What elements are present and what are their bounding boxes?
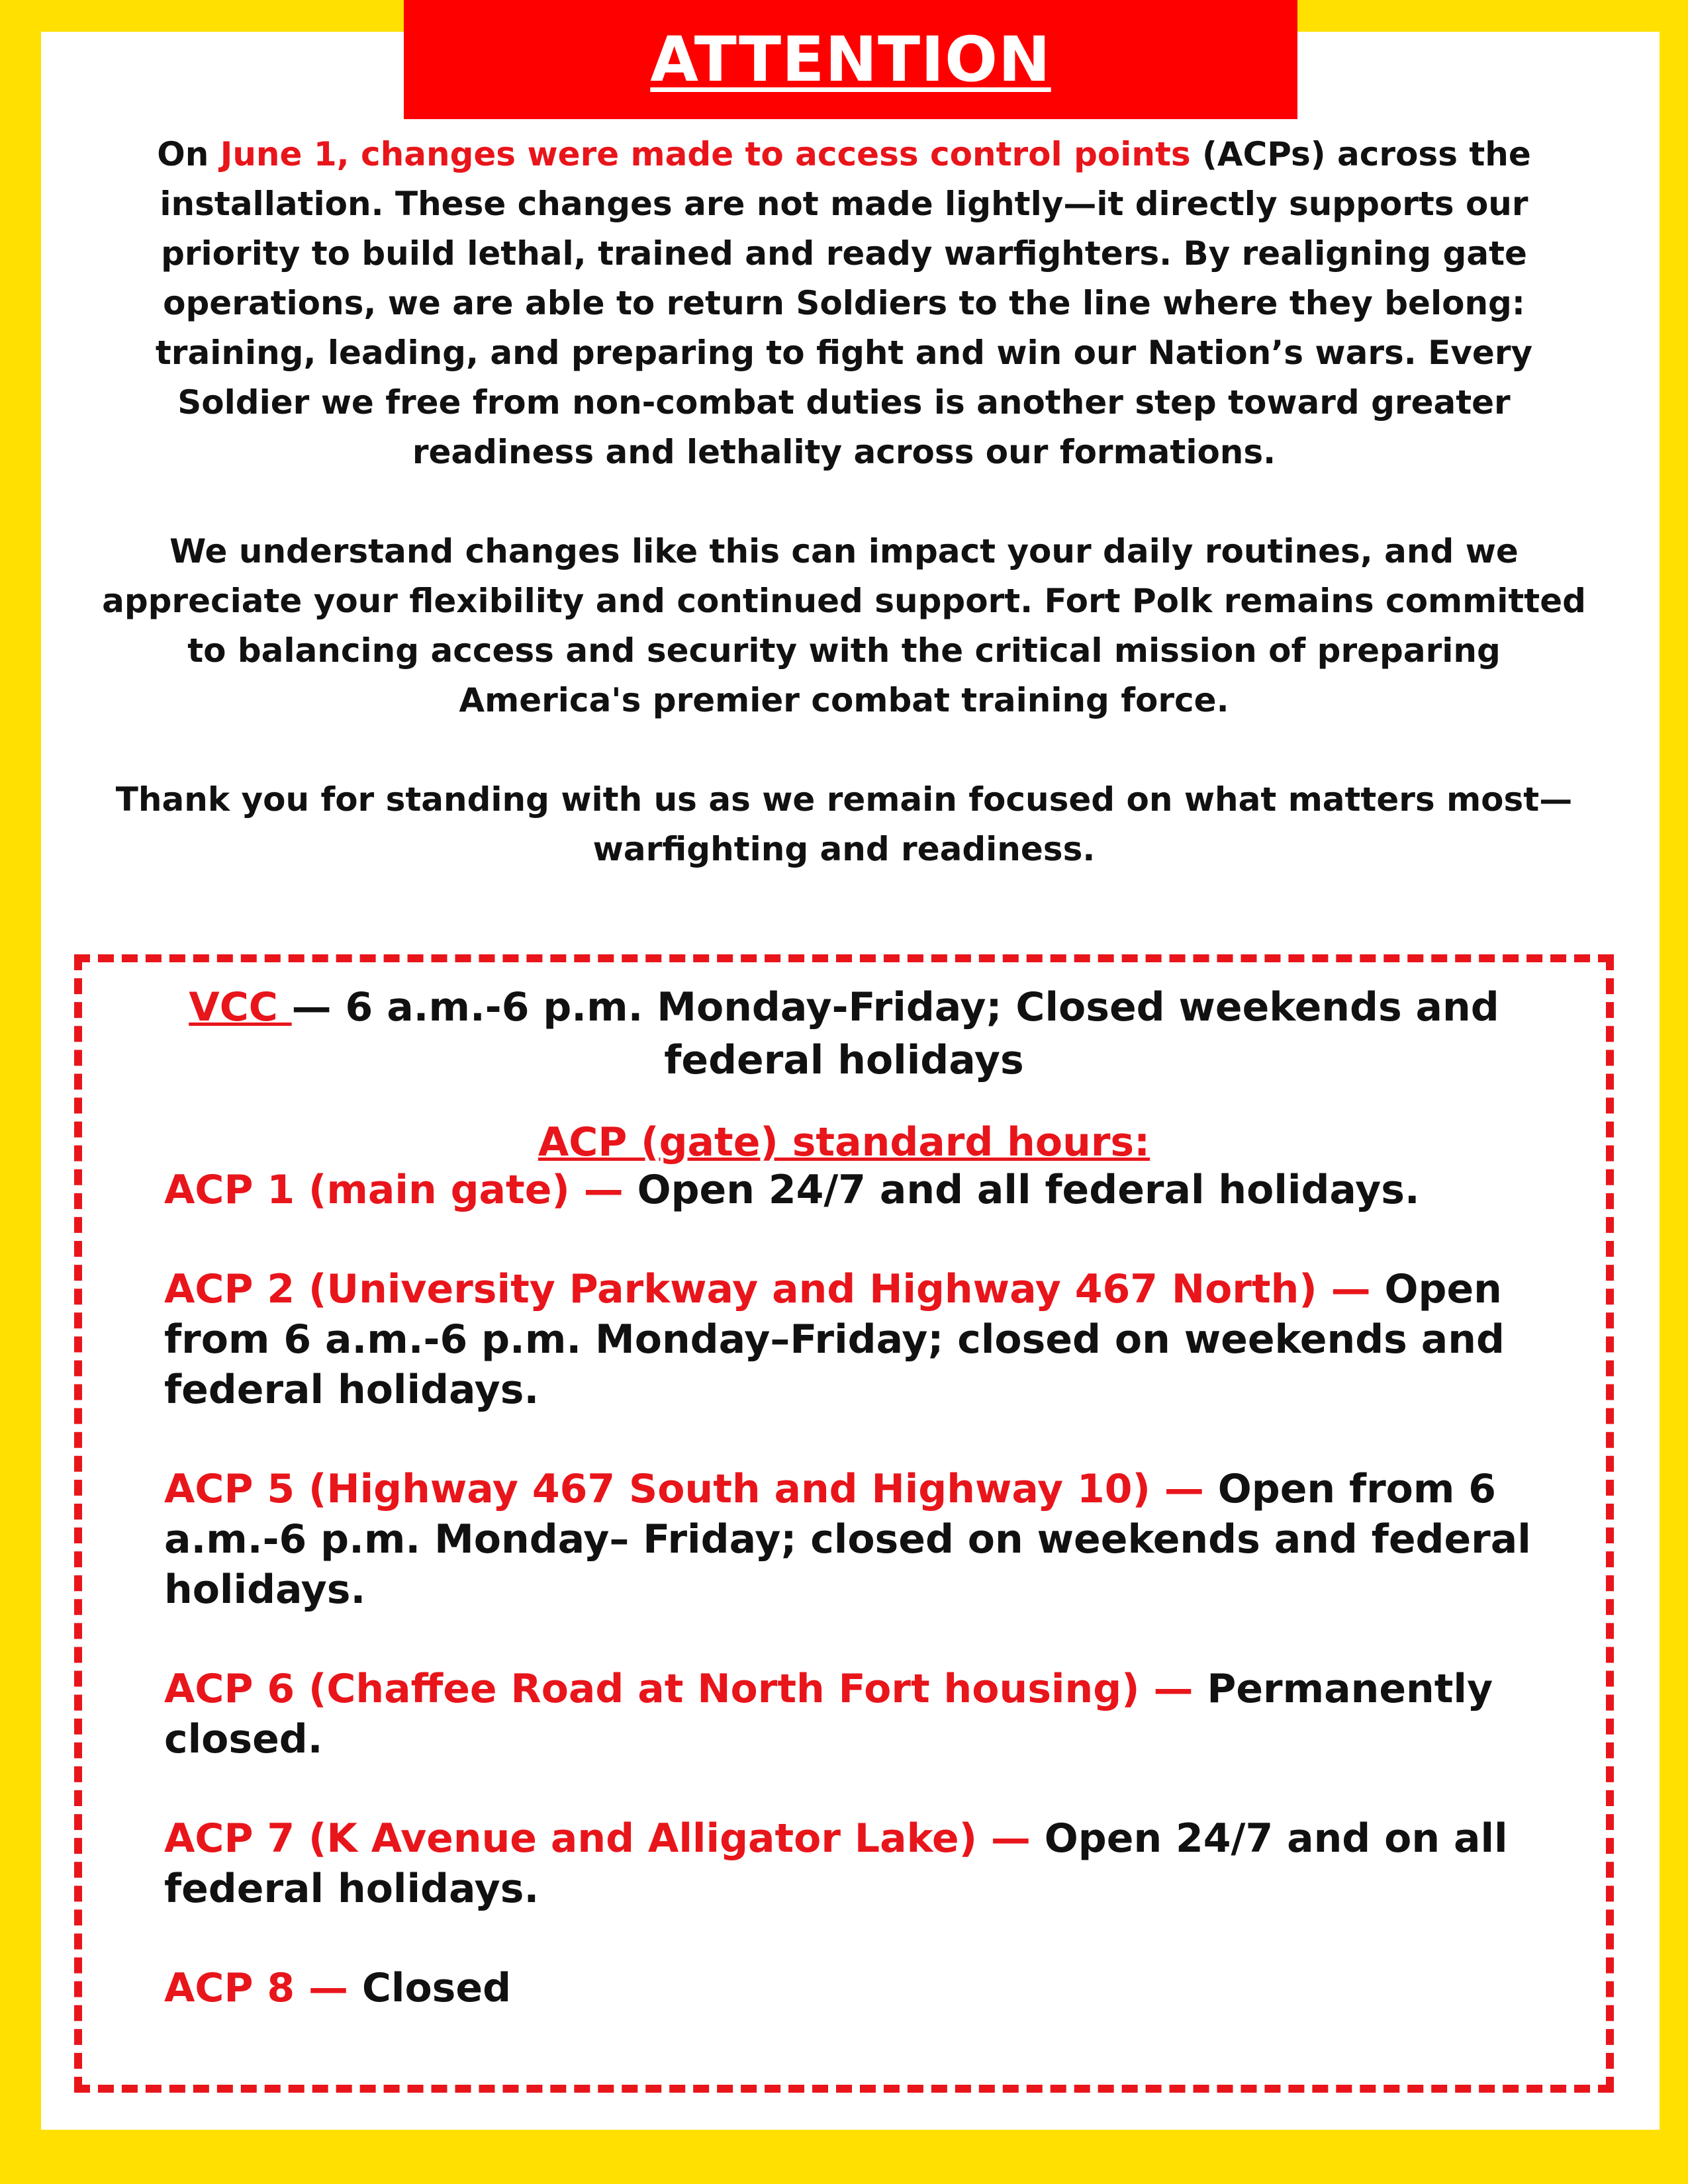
acp-name: ACP 7 (K Avenue and Alligator Lake) — — [164, 1815, 1045, 1862]
acp-item-5 — [164, 1464, 1561, 1615]
acp-hours: Closed — [361, 1965, 512, 2011]
vcc-hours — [106, 981, 1582, 1087]
intro-p1-highlight: June 1, changes were made to access control points — [220, 135, 1191, 173]
acp-name: ACP 8 — — [164, 1965, 362, 2011]
acp-hours: Open 24/7 and on all federal holidays. — [164, 1815, 1508, 1912]
acp-name: ACP 6 (Chaffee Road at North Fort housing) — — [164, 1666, 1207, 1712]
intro-paragraph-3: Thank you for standing with us as we remain focused on what matters most—warfighting and readiness. — [115, 780, 1573, 868]
acp-item-6 — [164, 1664, 1561, 1764]
acp-hours: Permanently closed. — [164, 1666, 1493, 1762]
acp-list — [164, 1165, 1561, 2062]
acp-name: ACP 2 (University Parkway and Highway 467 North) — — [164, 1266, 1385, 1312]
intro-p1-lead: On — [157, 135, 220, 173]
intro-paragraph-1 — [99, 130, 1589, 477]
acp-item-1 — [164, 1165, 1561, 1215]
vcc-hours-text: — 6 a.m.-6 p.m. Monday-Friday; Closed weekends and federal holidays — [291, 984, 1499, 1083]
acp-item-2 — [164, 1264, 1561, 1415]
acp-hours: Open from 6 a.m.-6 p.m. Monday–Friday; closed on weekends and federal holidays. — [164, 1266, 1505, 1413]
acp-name: ACP 1 (main gate) — — [164, 1167, 637, 1213]
intro-text — [99, 130, 1589, 924]
acp-hours: Open from 6 a.m.-6 p.m. Monday– Friday; closed on weekends and federal holidays. — [164, 1466, 1531, 1613]
acp-hours: Open 24/7 and all federal holidays. — [637, 1167, 1420, 1213]
vcc-label: VCC — [189, 984, 292, 1030]
acp-item-7 — [164, 1813, 1561, 1914]
banner-title: ATTENTION — [650, 23, 1051, 96]
acp-heading: ACP (gate) standard hours: — [538, 1119, 1150, 1165]
intro-paragraph-2: We understand changes like this can impact your daily routines, and we appreciate your flexibility and continued support. Fort Polk remains committed to balancing access and security with the critical mission of preparing America's premier combat training force. — [102, 532, 1586, 719]
attention-banner — [404, 0, 1297, 119]
acp-item-8 — [164, 1963, 1561, 2013]
intro-p1-rest: (ACPs) across the installation. These changes are not made lightly—it directly supports our priority to build lethal, trained and ready warfighters. By realigning gate operations, we are able to return Soldiers to the line where they belong: training, leading, and preparing to fight and win our Nation’s wars. Every Soldier we free from non-combat duties is another step toward greater readiness and lethality across our formations. — [155, 135, 1533, 471]
acp-name: ACP 5 (Highway 467 South and Highway 10) — — [164, 1466, 1218, 1512]
